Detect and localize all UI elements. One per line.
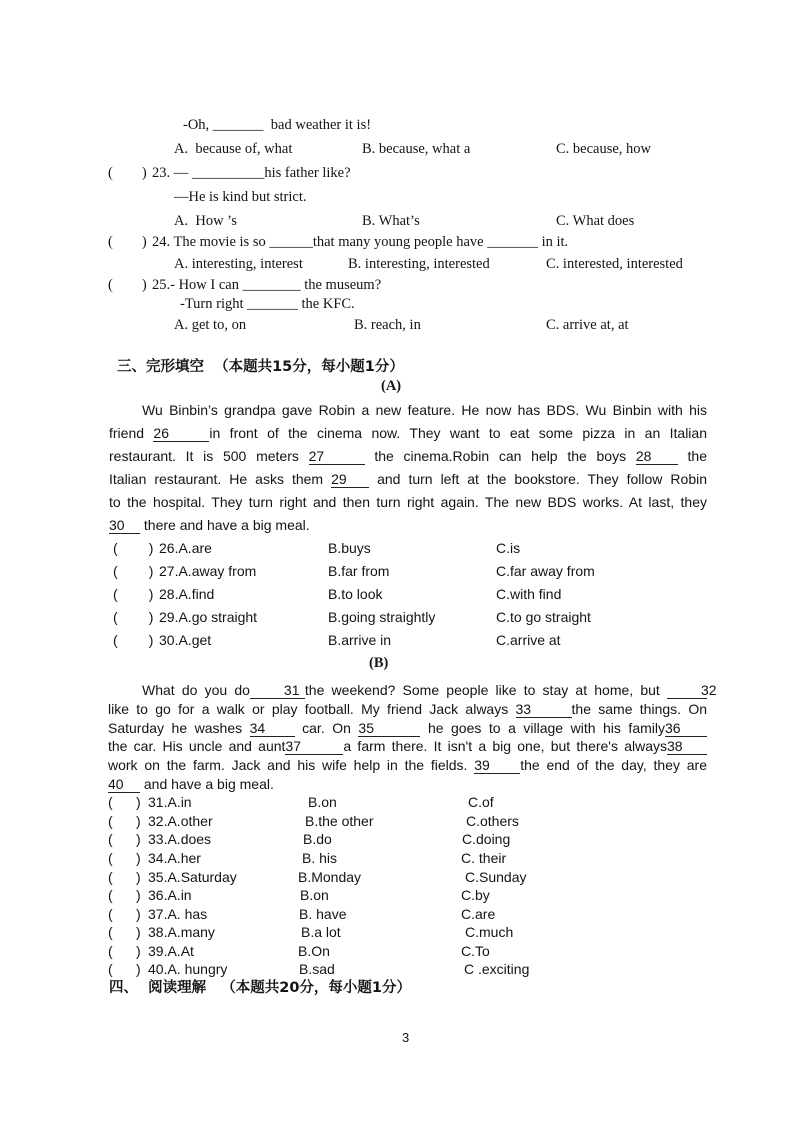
passage-text: to the hospital. They turn right and then turn right again. The new BDS works. At last, they (109, 494, 707, 510)
q24-option-c: C. interested, interested (546, 256, 683, 272)
passage-text: in front of the cinema now. They want to eat some pizza in an Italian (209, 425, 707, 441)
q23-stem: 23. — __________his father like? (152, 165, 351, 181)
passage-text: Wu Binbin’s grandpa gave Robin a new feature. He now has BDS. Wu Binbin with his (142, 402, 707, 418)
option-c: C.to go straight (496, 609, 591, 625)
passage-a-line (109, 423, 707, 443)
option-b: B.a lot (301, 924, 341, 940)
passage-a-line (109, 515, 707, 535)
passage-b-label: (B) (369, 655, 389, 671)
option-b: B. have (299, 906, 347, 922)
passage-text: and have a big meal. (140, 776, 274, 792)
option-a: 30.A.get (159, 632, 212, 648)
q23-option-a: A. How ’s (174, 213, 237, 229)
option-b: B.sad (299, 961, 335, 977)
passage-text: friend (109, 425, 154, 441)
option-row (0, 585, 794, 603)
passage-text: and turn left at the bookstore. They follow Robin (369, 471, 707, 487)
passage-text: there and have a big meal. (140, 517, 310, 533)
blank-37: 37 (285, 739, 343, 755)
option-b: B.going straightly (328, 609, 436, 625)
passage-a-line (109, 492, 707, 512)
option-row (0, 562, 794, 580)
answer-bracket: ( ) (113, 632, 154, 648)
option-a: 31.A.in (148, 794, 192, 810)
answer-bracket: ( ) (108, 850, 141, 866)
answer-bracket: ( ) (108, 831, 141, 847)
blank-27: 27 (309, 449, 365, 465)
blank-40: 40 (108, 777, 140, 793)
blank-31: 31 (250, 683, 305, 699)
q25-option-c: C. arrive at, at (546, 317, 629, 333)
option-c: C. their (461, 850, 507, 866)
option-c: C.is (496, 540, 521, 556)
q23-reply: —He is kind but strict. (174, 189, 307, 205)
blank-28: 28 (636, 449, 678, 465)
option-c: C .exciting (464, 961, 530, 977)
passage-a-line (109, 446, 707, 466)
blank-29: 29 (331, 472, 369, 488)
option-b: B.buys (328, 540, 371, 556)
option-b: B.to look (328, 586, 383, 602)
passage-text: the same things. On (571, 701, 707, 717)
q25-stem: 25.- How I can ________ the museum? (152, 277, 382, 293)
blank-38: 38 (667, 739, 707, 755)
option-b: B. his (302, 850, 338, 866)
blank-36: 36 (665, 721, 707, 737)
passage-text: the (677, 448, 707, 464)
option-b: B.far from (328, 563, 390, 579)
passage-text: Saturday he washes (108, 720, 250, 736)
passage-text: restaurant. It is 500 meters (109, 448, 309, 464)
answer-bracket: ( ) (108, 887, 141, 903)
q23-answer-bracket: ( ) (108, 165, 147, 181)
option-a: 29.A.go straight (159, 609, 258, 625)
option-c: C.Sunday (465, 869, 527, 885)
option-a: 33.A.does (148, 831, 212, 847)
option-a: 27.A.away from (159, 563, 257, 579)
passage-a-label: (A) (381, 378, 402, 394)
q25-option-a: A. get to, on (174, 317, 247, 333)
passage-text: car. On (294, 720, 359, 736)
option-a: 34.A.her (148, 850, 201, 866)
option-row (0, 608, 794, 626)
passage-text: the weekend? Some people like to stay at home, but (304, 682, 667, 698)
passage-b-line (108, 681, 717, 699)
passage-text: Italian restaurant. He asks them (109, 471, 332, 487)
option-b: B.on (300, 887, 329, 903)
blank-34: 34 (250, 721, 295, 737)
q24-option-b: B. interesting, interested (348, 256, 490, 272)
option-b: B.arrive in (328, 632, 392, 648)
option-c: C.arrive at (496, 632, 561, 648)
passage-text: the car. His uncle and aunt (108, 738, 286, 754)
q23-option-b: B. What’s (362, 213, 420, 229)
option-row (0, 539, 794, 557)
passage-text: the end of the day, they are (520, 757, 707, 773)
answer-bracket: ( ) (108, 961, 141, 977)
option-c: C.far away from (496, 563, 595, 579)
blank-32: 32 (667, 683, 707, 699)
q22-option-c: C. because, how (556, 141, 652, 157)
option-a: 32.A.other (148, 813, 213, 829)
passage-text: he goes to a village with his family (420, 720, 665, 736)
option-b: B.the other (305, 813, 374, 829)
q25-reply: -Turn right _______ the KFC. (180, 296, 355, 312)
option-c: C.are (461, 906, 496, 922)
q24-option-a: A. interesting, interest (174, 256, 303, 272)
q22-reply: -Oh, _______ bad weather it is! (183, 117, 372, 133)
answer-bracket: ( ) (113, 540, 154, 556)
passage-text: like to go for a walk or play football. My friend Jack always (108, 701, 516, 717)
option-a: 35.A.Saturday (148, 869, 237, 885)
q22-option-a: A. because of, what (174, 141, 293, 157)
passage-text: work on the farm. Jack and his wife help in the fields. (108, 757, 475, 773)
option-b: B.on (308, 794, 337, 810)
answer-bracket: ( ) (113, 563, 154, 579)
answer-bracket: ( ) (108, 794, 141, 810)
passage-a-line (109, 469, 707, 489)
blank-39: 39 (474, 758, 520, 774)
passage-b-line (108, 756, 707, 774)
option-a: 26.A.are (159, 540, 212, 556)
answer-bracket: ( ) (108, 869, 141, 885)
option-b: B.do (303, 831, 332, 847)
option-row (0, 942, 794, 960)
blank-35: 35 (358, 721, 420, 737)
option-row (0, 960, 794, 978)
q25-option-b: B. reach, in (354, 317, 421, 333)
passage-b-line (108, 700, 707, 718)
option-c: C.doing (462, 831, 511, 847)
answer-bracket: ( ) (113, 609, 154, 625)
passage-text: What do you do (142, 682, 250, 698)
blank-30: 30 (109, 518, 140, 534)
option-a: 37.A. has (148, 906, 208, 922)
passage-text: a farm there. It isn't a big one, but there's always (343, 738, 667, 754)
option-row (0, 886, 794, 904)
page-number: 3 (402, 1030, 410, 1045)
q22-option-b: B. because, what a (362, 141, 471, 157)
option-row (0, 905, 794, 923)
option-a: 36.A.in (148, 887, 192, 903)
option-c: C.much (465, 924, 514, 940)
blank-33: 33 (516, 702, 572, 718)
option-a: 28.A.find (159, 586, 215, 602)
option-row (0, 868, 794, 886)
option-a: 38.A.many (148, 924, 215, 940)
option-row (0, 812, 794, 830)
q23-option-c: C. What does (556, 213, 635, 229)
option-row (0, 849, 794, 867)
passage-b-line (108, 719, 707, 737)
blank-26: 26 (153, 426, 209, 442)
option-c: C.with find (496, 586, 562, 602)
answer-bracket: ( ) (108, 943, 141, 959)
q25-answer-bracket: ( ) (108, 277, 147, 293)
option-b: B.On (298, 943, 330, 959)
answer-bracket: ( ) (108, 924, 141, 940)
option-row (0, 793, 794, 811)
q24-answer-bracket: ( ) (108, 234, 147, 250)
option-c: C.of (468, 794, 494, 810)
passage-b-line (108, 775, 707, 793)
option-a: 39.A.At (148, 943, 194, 959)
option-c: C.by (461, 887, 490, 903)
option-c: C.To (461, 943, 490, 959)
option-row (0, 830, 794, 848)
passage-text: the cinema.Robin can help the boys (364, 448, 636, 464)
passage-b-line (108, 737, 707, 755)
option-row (0, 923, 794, 941)
option-a: 40.A. hungry (148, 961, 228, 977)
section4-heading: 四、 阅读理解 （本题共20分，每小题1分） (109, 980, 412, 996)
q24-stem: 24. The movie is so ______that many young people have _______ in it. (152, 234, 569, 250)
option-b: B.Monday (298, 869, 362, 885)
section3-heading: 三、完形填空 （本题共15分，每小题1分） (117, 359, 404, 375)
answer-bracket: ( ) (108, 906, 141, 922)
passage-a-line (109, 400, 707, 420)
answer-bracket: ( ) (108, 813, 141, 829)
option-c: C.others (466, 813, 519, 829)
answer-bracket: ( ) (113, 586, 154, 602)
option-row (0, 631, 794, 649)
